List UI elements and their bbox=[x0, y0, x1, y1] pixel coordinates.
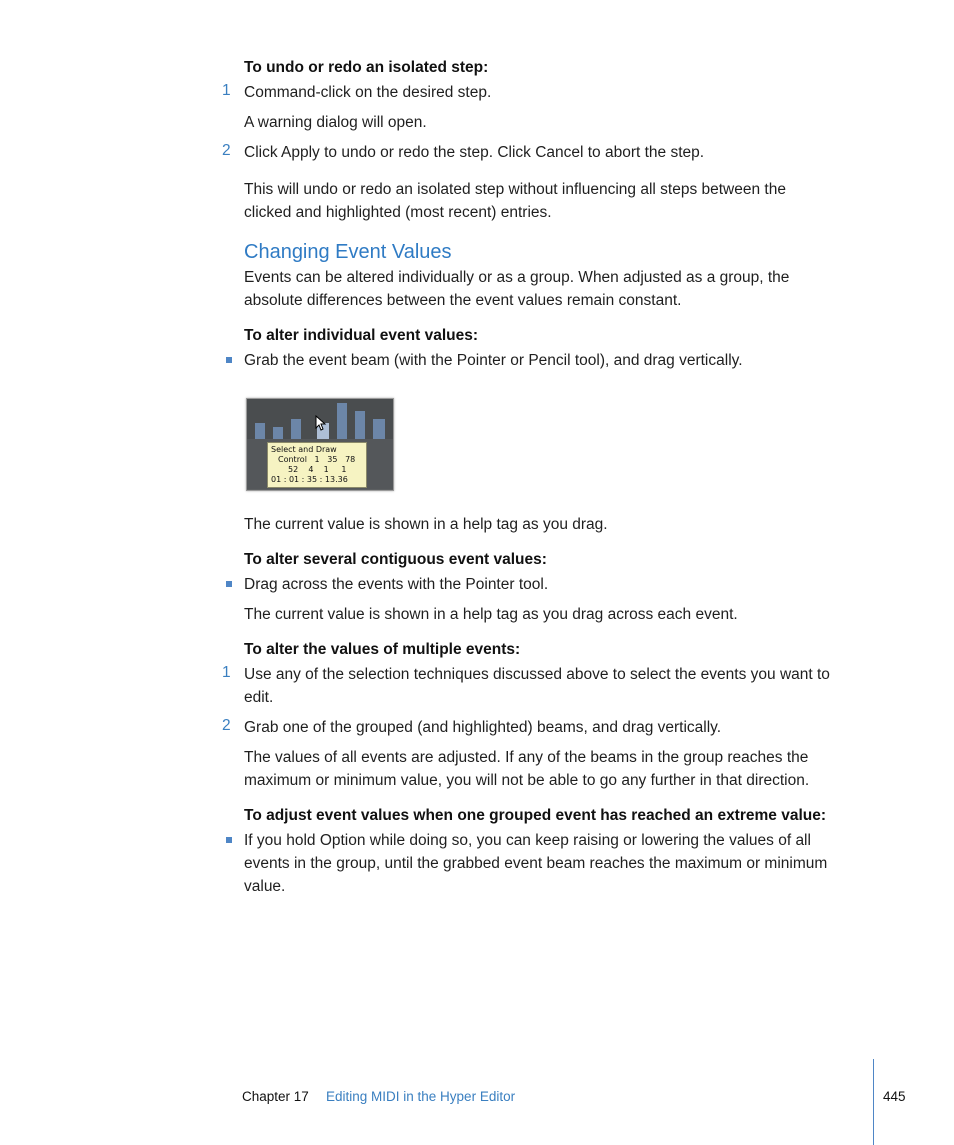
footer-chapter: Chapter 17 bbox=[242, 1089, 309, 1104]
bullet-icon bbox=[226, 581, 232, 587]
hyper-editor-screenshot bbox=[246, 398, 394, 491]
step-number: 2 bbox=[222, 142, 231, 159]
multiple-paragraph-line: The values of all events are adjusted. If any of the beams in the group reaches the bbox=[244, 749, 809, 766]
help-tag-line: Control 1 35 78 bbox=[278, 455, 356, 464]
pointer-icon bbox=[315, 415, 327, 431]
undo-lead: To undo or redo an isolated step: bbox=[244, 59, 489, 76]
page-number: 445 bbox=[883, 1089, 906, 1104]
undo-step-1-note: A warning dialog will open. bbox=[244, 114, 427, 131]
event-beam bbox=[373, 419, 385, 439]
contiguous-bullet-text: Drag across the events with the Pointer tool. bbox=[244, 576, 549, 593]
section-intro-line: absolute differences between the event values remain constant. bbox=[244, 292, 682, 309]
help-tag-line: 52 4 1 1 bbox=[288, 465, 347, 474]
section-intro-line: Events can be altered individually or as a group. When adjusted as a group, the bbox=[244, 269, 790, 286]
step-number: 1 bbox=[222, 664, 231, 681]
event-beam bbox=[355, 411, 365, 439]
undo-step-2: Click Apply to undo or redo the step. Click Cancel to abort the step. bbox=[244, 144, 705, 161]
event-beam bbox=[273, 427, 283, 439]
individual-bullet-text: Grab the event beam (with the Pointer or Pencil tool), and drag vertically. bbox=[244, 352, 743, 369]
individual-caption: The current value is shown in a help tag as you drag. bbox=[244, 516, 608, 533]
contiguous-lead: To alter several contiguous event values: bbox=[244, 551, 547, 568]
undo-step-1: Command-click on the desired step. bbox=[244, 84, 492, 101]
multiple-lead: To alter the values of multiple events: bbox=[244, 641, 521, 658]
footer-rule bbox=[873, 1059, 874, 1145]
step-number: 2 bbox=[222, 717, 231, 734]
help-tag-line: Select and Draw bbox=[271, 445, 337, 454]
extreme-lead: To adjust event values when one grouped event has reached an extreme value: bbox=[244, 807, 827, 824]
event-beam bbox=[337, 403, 347, 439]
multiple-step-1-line: edit. bbox=[244, 689, 274, 706]
extreme-bullet-line: events in the group, until the grabbed event beam reaches the maximum or minimum bbox=[244, 855, 828, 872]
extreme-bullet-line: value. bbox=[244, 878, 286, 895]
undo-paragraph-line: This will undo or redo an isolated step without influencing all steps between the bbox=[244, 181, 786, 198]
extreme-bullet-line: If you hold Option while doing so, you can keep raising or lowering the values of all bbox=[244, 832, 811, 849]
help-tag bbox=[267, 442, 367, 488]
bullet-icon bbox=[226, 357, 232, 363]
contiguous-note: The current value is shown in a help tag as you drag across each event. bbox=[244, 606, 738, 623]
event-beam bbox=[291, 419, 301, 439]
step-number: 1 bbox=[222, 82, 231, 99]
multiple-step-2: Grab one of the grouped (and highlighted) beams, and drag vertically. bbox=[244, 719, 722, 736]
help-tag-line: 01 : 01 : 35 : 13.36 bbox=[271, 475, 348, 484]
undo-paragraph-line: clicked and highlighted (most recent) entries. bbox=[244, 204, 552, 221]
individual-lead: To alter individual event values: bbox=[244, 327, 478, 344]
footer-chapter-title: Editing MIDI in the Hyper Editor bbox=[326, 1089, 516, 1104]
section-heading: Changing Event Values bbox=[244, 241, 452, 263]
event-beam bbox=[255, 423, 265, 439]
bullet-icon bbox=[226, 837, 232, 843]
multiple-step-1-line: Use any of the selection techniques discussed above to select the events you want to bbox=[244, 666, 830, 683]
multiple-paragraph-line: maximum or minimum value, you will not be able to go any further in that direction. bbox=[244, 772, 810, 789]
